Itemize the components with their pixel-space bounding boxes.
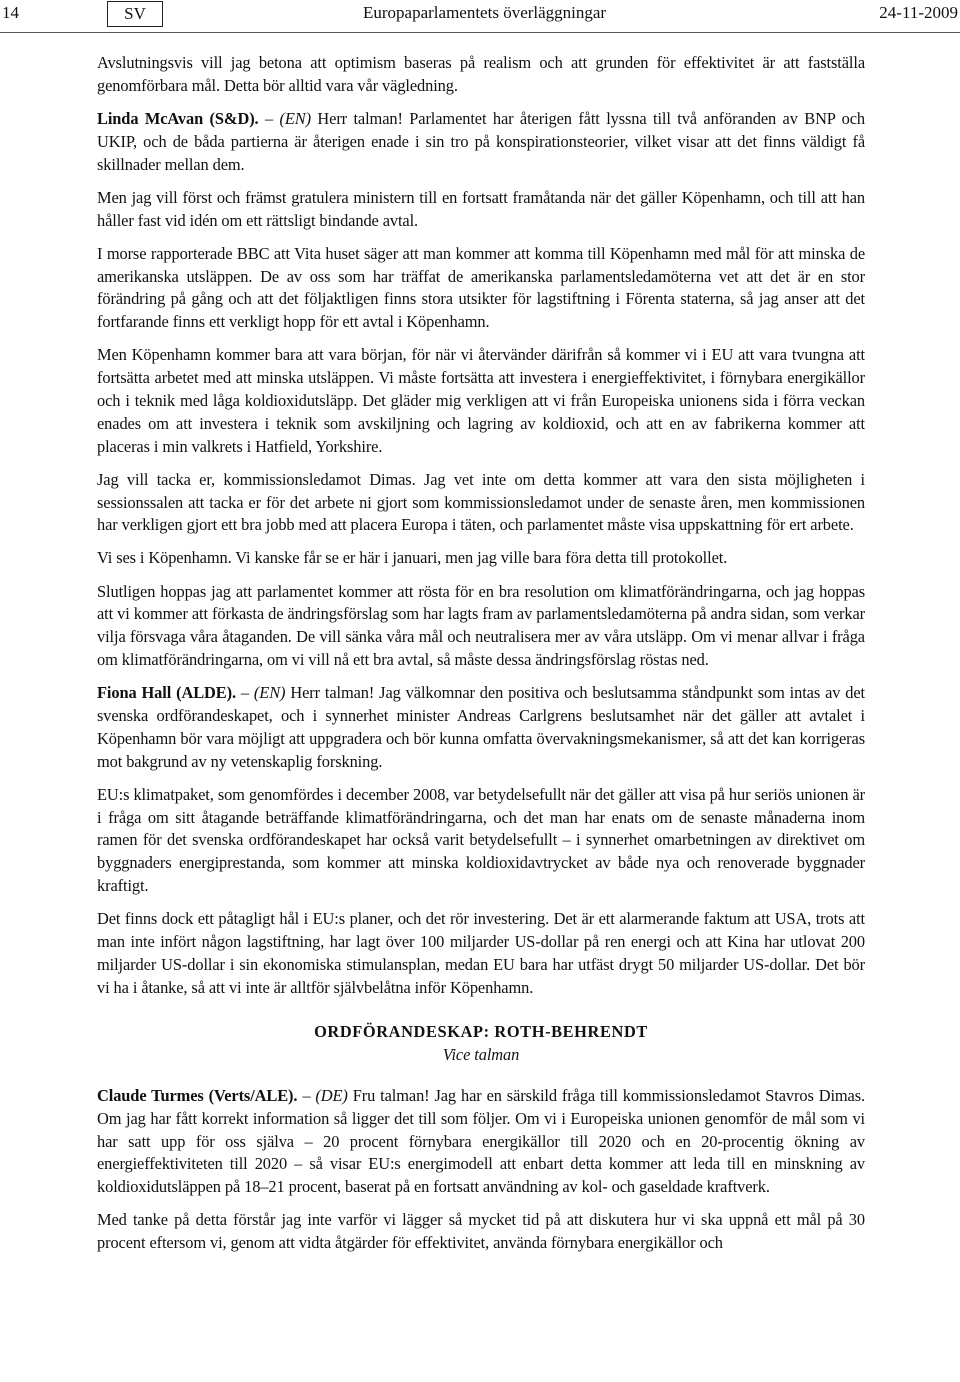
language-code-box: SV	[107, 1, 163, 27]
section-subheading: Vice talman	[442, 1045, 520, 1065]
language-marker: (EN)	[253, 683, 286, 703]
language-marker: (EN)	[279, 108, 311, 128]
page-header	[0, 0, 960, 33]
paragraph: Linda McAvan (S&D). – (EN) Herr talman! Parlamentet har återigen fått lyssna till två anföranden av BNP och UKIP, och de båda partierna är återigen enade i sin tro på konspirationsteorier, vilket visar att det finns väldigt få skillnader mellan dem.	[97, 108, 865, 174]
page-number: 14	[2, 3, 19, 22]
language-marker: (DE)	[315, 1085, 348, 1105]
paragraph-text: Men jag vill först och främst gratulera ministern till en fortsatt framåtanda när det gäller Köpenhamn, och till att han håller fast vid idén om ett rättsligt bindande avtal.	[97, 187, 865, 230]
paragraph-text: Det finns dock ett påtagligt hål i EU:s planer, och det rör investering. Det är ett alarmerande faktum att USA, trots att man inte infört någon lagstiftning, har lagt över 100 miljarder US-dollar på ren energi och att Kina har utlovat 200 miljarder US-dollar i sin ekonomiska stimulansplan, medan EU bara har utfäst drygt 50 miljarder US-dollar. Det bör vi ha i åtanke, så att vi inte är alltför självbelåtna inför Köpenhamn.	[97, 909, 865, 997]
paragraph	[97, 52, 865, 98]
paragraphs-before-section	[97, 52, 865, 999]
header-date: 24-11-2009	[879, 3, 958, 22]
paragraph: Fiona Hall (ALDE). – (EN) Herr talman! Jag välkomnar den positiva och beslutsamma ståndpunkt som intas av det svenska ordförandeskapet, och i synnerhet minister Andreas Carlgrens beslutsamhet när det gäller att avtalet i Köpenhamn bör vara möjligt att uppgradera och bör kunna omfatta övervakningsmekanismer, så att det kan korrigeras mot bakgrund av ny vetenskaplig forskning.	[97, 683, 865, 771]
speaker-name: Fiona Hall (ALDE).	[97, 683, 236, 703]
paragraph-text: Fru talman! Jag har en särskild fråga till kommissionsledamot Stavros Dimas. Om jag har fått korrekt information så ligger det till som följer. Om vi i Europeiska unionen genomför de mål som vi har satt upp för oss själva – 20 procent förnybara energikällor till 2020 och en 20-procentig ökning av energieffektiviteten till 2020 – så visar EU:s energimodell att enbart detta kommer att leda till en minskning av koldioxidutsläppen på 18–21 procent, baserat på en fortsatt användning av kol- och gaseldade kraftverk.	[97, 1085, 865, 1197]
paragraph-text: Herr talman! Parlamentet har återigen fått lyssna till två anföranden av BNP och UKIP, och de båda partierna är återigen enade i sin tro på konspirationsteorier, vilket visar att det finns väldigt få skillnader mellan dem.	[97, 108, 865, 174]
paragraph-text: I morse rapporterade BBC att Vita huset säger att man kommer att komma till Köpenhamn med mål för att minska de amerikanska utsläppen. De av oss som har träffat de amerikanska parlamentsledamöterna vet att det är en stor förändring på gång och att det följaktligen finns stora utsikter för lagstiftning i Förenta staterna, så jag anser att det fortfarande finns ett verkligt hopp för ett avtal i Köpenhamn.	[97, 243, 865, 332]
paragraph: Claude Turmes (Verts/ALE). – (DE) Fru talman! Jag har en särskild fråga till kommissionsledamot Stavros Dimas. Om jag har fått korrekt information så ligger det till som följer. Om vi i Europeiska unionen genomför de mål som vi har satt upp för oss själva – 20 procent förnybara energikällor till 2020 och en 20-procentig ökning av energieffektiviteten till 2020 – så visar EU:s energimodell att enbart detta kommer att leda till en minskning av koldioxidutsläppen på 18–21 procent, baserat på en fortsatt användning av kol- och gaseldade kraftverk.	[97, 1085, 865, 1197]
paragraph-text: EU:s klimatpaket, som genomfördes i december 2008, var betydelsefullt när det gäller att visa på hur seriös unionen är i fråga om sitt åtagande beträffande klimatförändringarna, och det man har enats om de senaste månaderna inom ramen för det svenska ordförandeskapet har också varit betydelsefullt – i synnerhet omarbetningen av direktivet om byggnaders energiprestanda, som kommer att minska koldioxidavtrycket av både nya och renoverade byggnader kraftigt.	[97, 784, 865, 896]
running-title: Europaparlamentets överläggningar	[363, 3, 607, 22]
paragraph	[97, 243, 865, 334]
paragraphs-after-section	[97, 1085, 865, 1255]
paragraph	[97, 469, 865, 537]
paragraph-text: Men Köpenhamn kommer bara att vara början, för när vi återvänder därifrån så kommer vi i EU att vara tvungna att fortsätta arbetet med att minska utsläppen. Vi måste fortsätta att investera i energieffektivitet, i förnybara energikällor och i teknik med låga koldioxidutsläpp. Det gläder mig verkligen att vi från Europeiska unionens sida i förra veckan enades om att investera i teknik som avskiljning och lagring av koldioxid, och att en av fabrikerna kommer att placeras i min valkrets i Hatfield, Yorkshire.	[97, 345, 865, 456]
paragraph-text: Slutligen hoppas jag att parlamentet kommer att rösta för en bra resolution om klimatförändringarna, och jag hoppas att vi kommer att förkasta de ändringsförslag som har lagts fram av parlamentsledamöterna på andra sidan, som verkar vilja försvaga våra åtaganden. De vill sänka våra mål och neutralisera mer av våra utsläpp. Om vi menar allvar i fråga om klimatförändringarna, om vi vill nå ett bra avtal, så måste dessa ändringsförslag röstas ned.	[97, 581, 865, 670]
paragraph	[97, 784, 865, 898]
paragraph	[97, 1209, 865, 1255]
paragraph	[97, 344, 865, 458]
paragraph-text: Jag vill tacka er, kommissionsledamot Dimas. Jag vet inte om detta kommer att vara den sista möjligheten i sessionssalen att tacka er för det arbete ni gjort som kommissionsledamot under de senaste åren, men kommissionen har verkligen gjort ett bra jobb med att placera Europa i täten, och parlamentet måste visa uppskattning för ert arbete.	[97, 469, 865, 535]
paragraph-text: Med tanke på detta förstår jag inte varför vi lägger så mycket tid på att diskutera hur vi ska uppnå ett mål på 30 procent eftersom vi, genom att vidta åtgärder för effektivitet, använda förnybara energikällor och	[97, 1210, 865, 1253]
paragraph	[97, 547, 865, 570]
document-body	[97, 52, 865, 1265]
paragraph	[97, 187, 865, 233]
paragraph-text: Vi ses i Köpenhamn. Vi kanske får se er här i januari, men jag ville bara föra detta till protokollet.	[97, 548, 728, 568]
speaker-name: Linda McAvan (S&D).	[97, 108, 259, 128]
section-heading: ORDFÖRANDESKAP: ROTH-BEHRENDT	[314, 1022, 648, 1042]
paragraph	[97, 581, 865, 672]
paragraph-text: Herr talman! Jag välkomnar den positiva och beslutsamma ståndpunkt som intas av det svenska ordförandeskapet, och i synnerhet minister Andreas Carlgrens beslutsamhet när det gäller att avtalet i Köpenhamn bör vara möjligt att uppgradera och bör kunna omfatta övervakningsmekanismer, så att det kan korrigeras mot bakgrund av ny vetenskaplig forskning.	[97, 683, 865, 771]
speaker-name: Claude Turmes (Verts/ALE).	[97, 1085, 298, 1105]
paragraph-text: Avslutningsvis vill jag betona att optimism baseras på realism och att grunden för effektivitet är att fastställa genomförbara mål. Detta bör alltid vara vår vägledning.	[97, 53, 865, 95]
paragraph	[97, 908, 865, 999]
